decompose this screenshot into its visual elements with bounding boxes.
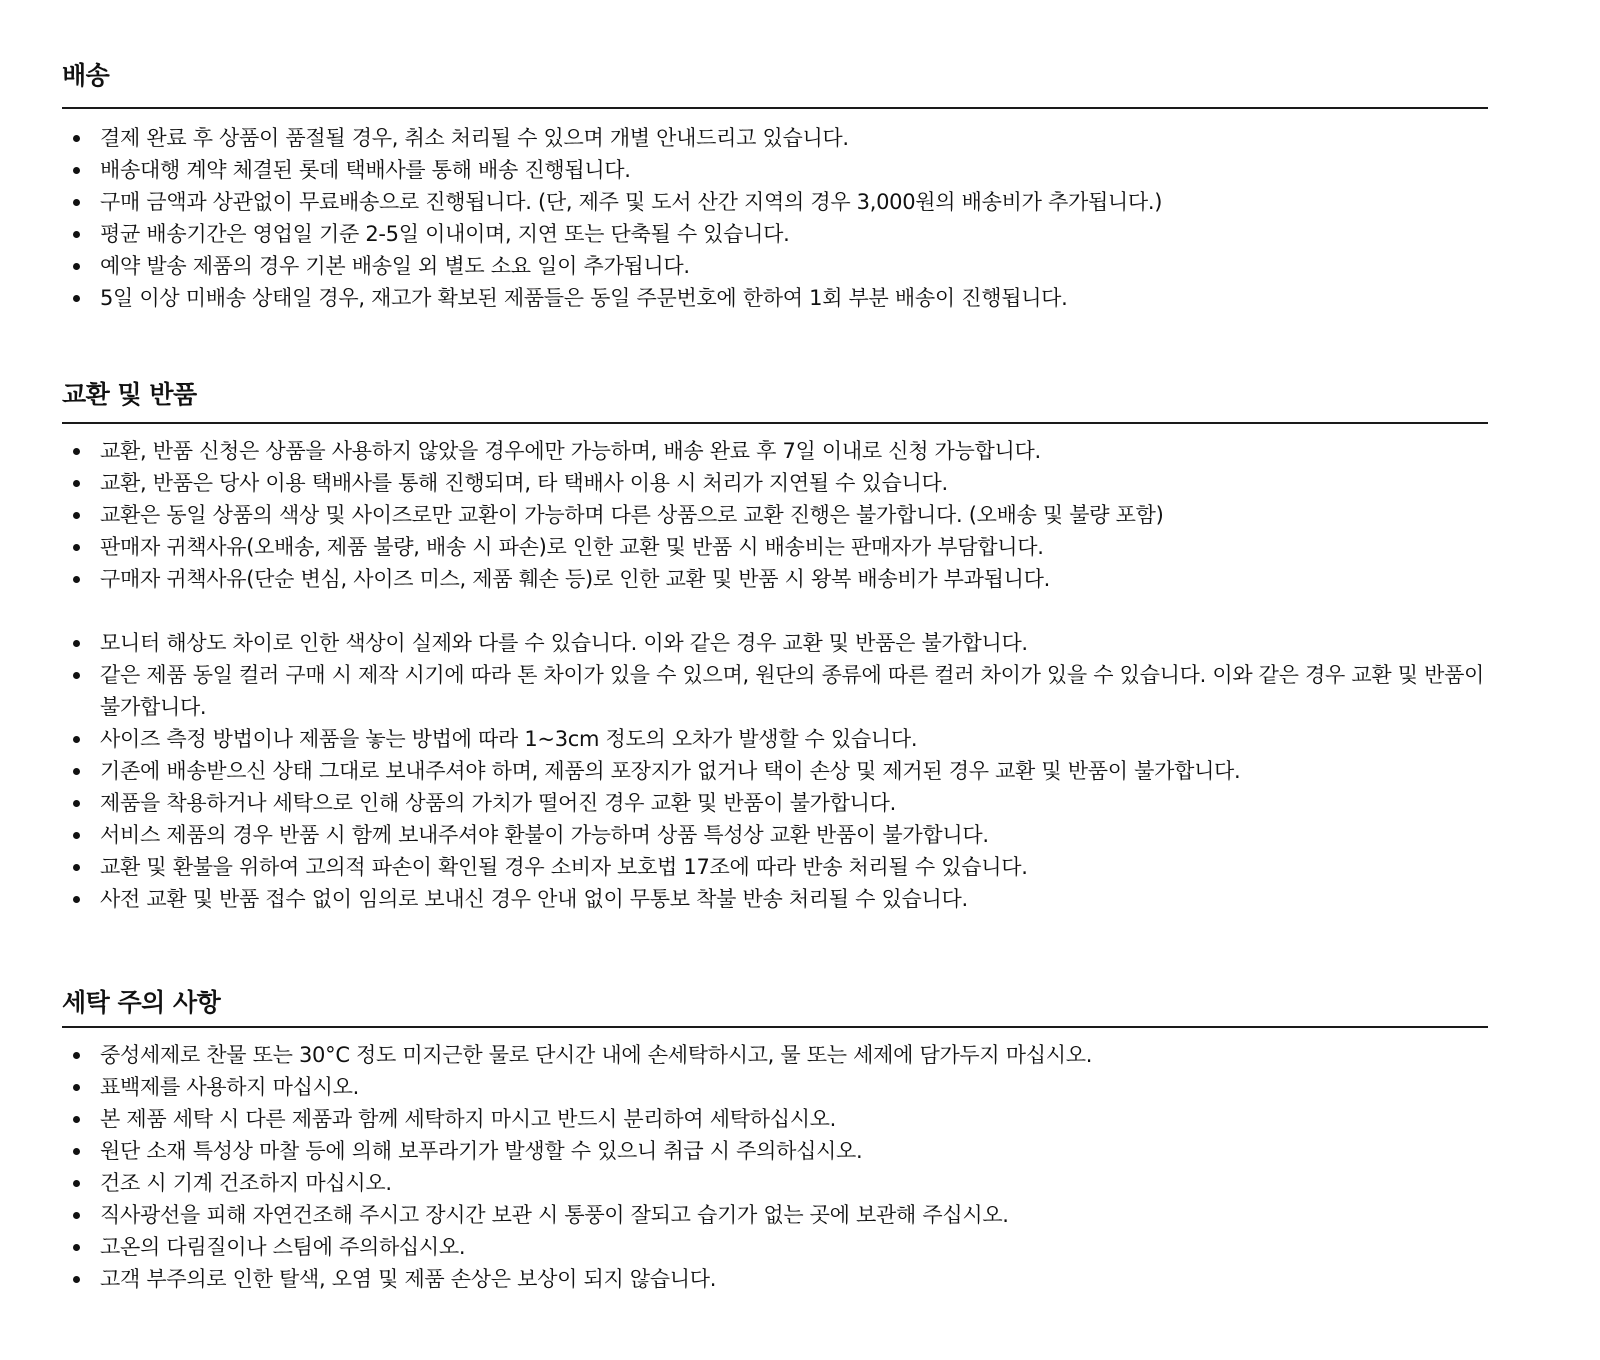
section-divider <box>62 1026 1488 1028</box>
list-item <box>62 122 1488 154</box>
list-item-text: 판매자 귀책사유(오배송, 제품 불량, 배송 시 파손)로 인한 교환 및 반품 시 배송비는 판매자가 부담합니다. <box>100 535 1044 559</box>
list-item <box>62 1135 1488 1167</box>
list-item <box>62 499 1488 531</box>
list-item <box>62 723 1488 755</box>
bullet-icon <box>73 1212 80 1219</box>
list-item <box>62 627 1488 659</box>
list-item <box>62 154 1488 186</box>
list-item-text: 사전 교환 및 반품 접수 없이 임의로 보내신 경우 안내 없이 무통보 착불 반송 처리될 수 있습니다. <box>100 887 968 911</box>
bullet-icon <box>73 263 80 270</box>
list-item-text: 결제 완료 후 상품이 품절될 경우, 취소 처리될 수 있으며 개별 안내드리고 있습니다. <box>100 126 849 150</box>
list-item-text: 교환, 반품 신청은 상품을 사용하지 않았을 경우에만 가능하며, 배송 완료 후 7일 이내로 신청 가능합니다. <box>100 439 1041 463</box>
bullet-icon <box>73 576 80 583</box>
list-item <box>62 435 1488 467</box>
list-item <box>62 851 1488 883</box>
list-item-text: 5일 이상 미배송 상태일 경우, 재고가 확보된 제품들은 동일 주문번호에 한하여 1회 부분 배송이 진행됩니다. <box>100 286 1068 310</box>
list-item-text: 교환, 반품은 당사 이용 택배사를 통해 진행되며, 타 택배사 이용 시 처리가 지연될 수 있습니다. <box>100 471 948 495</box>
list-item <box>62 467 1488 499</box>
bullet-icon <box>73 1116 80 1123</box>
bullet-icon <box>73 1148 80 1155</box>
list-item <box>62 563 1488 595</box>
list-item-text: 모니터 해상도 차이로 인한 색상이 실제와 다를 수 있습니다. 이와 같은 경우 교환 및 반품은 불가합니다. <box>100 631 1028 655</box>
list-item-text: 본 제품 세탁 시 다른 제품과 함께 세탁하지 마시고 반드시 분리하여 세탁하십시오. <box>100 1107 837 1131</box>
section-divider <box>62 422 1488 424</box>
bullet-icon <box>73 199 80 206</box>
bullet-icon <box>73 640 80 647</box>
exchange-section <box>62 378 1488 915</box>
laundry-list <box>62 1039 1488 1295</box>
list-item-text: 배송대행 계약 체결된 롯데 택배사를 통해 배송 진행됩니다. <box>100 158 631 182</box>
bullet-icon <box>73 1052 80 1059</box>
list-item <box>62 1231 1488 1263</box>
section-divider <box>62 107 1488 109</box>
shipping-list <box>62 122 1488 314</box>
bullet-icon <box>73 295 80 302</box>
bullet-icon <box>73 448 80 455</box>
list-item <box>62 787 1488 819</box>
list-item <box>62 819 1488 851</box>
list-item <box>62 282 1488 314</box>
list-item <box>62 186 1488 218</box>
laundry-section <box>62 986 1488 1295</box>
bullet-icon <box>73 1244 80 1251</box>
list-item <box>62 531 1488 563</box>
bullet-icon <box>73 167 80 174</box>
exchange-title: 교환 및 반품 <box>62 380 197 409</box>
list-item-text: 건조 시 기계 건조하지 마십시오. <box>100 1171 392 1195</box>
shipping-title: 배송 <box>62 61 110 90</box>
list-item <box>62 1167 1488 1199</box>
list-item <box>62 1103 1488 1135</box>
laundry-title: 세탁 주의 사항 <box>62 988 221 1017</box>
list-item <box>62 1263 1488 1295</box>
list-item <box>62 883 1488 915</box>
bullet-icon <box>73 1180 80 1187</box>
list-item <box>62 1039 1488 1071</box>
bullet-icon <box>73 480 80 487</box>
bullet-icon <box>73 135 80 142</box>
list-item-text: 직사광선을 피해 자연건조해 주시고 장시간 보관 시 통풍이 잘되고 습기가 없는 곳에 보관해 주십시오. <box>100 1203 1009 1227</box>
bullet-icon <box>73 800 80 807</box>
bullet-icon <box>73 864 80 871</box>
list-item-text: 기존에 배송받으신 상태 그대로 보내주셔야 하며, 제품의 포장지가 없거나 택이 손상 및 제거된 경우 교환 및 반품이 불가합니다. <box>100 759 1241 783</box>
list-item <box>62 755 1488 787</box>
bullet-icon <box>73 672 80 679</box>
bullet-icon <box>73 768 80 775</box>
bullet-icon <box>73 512 80 519</box>
exchange-notice-list <box>62 627 1488 915</box>
list-item <box>62 250 1488 282</box>
list-item <box>62 1199 1488 1231</box>
list-item-text: 중성세제로 찬물 또는 30°C 정도 미지근한 물로 단시간 내에 손세탁하시고, 물 또는 세제에 담가두지 마십시오. <box>100 1043 1093 1067</box>
shipping-section <box>62 59 1488 314</box>
list-item-text: 교환 및 환불을 위하여 고의적 파손이 확인될 경우 소비자 보호법 17조에 따라 반송 처리될 수 있습니다. <box>100 855 1028 879</box>
list-item-text: 예약 발송 제품의 경우 기본 배송일 외 별도 소요 일이 추가됩니다. <box>100 254 690 278</box>
bullet-icon <box>73 1084 80 1091</box>
list-item <box>62 659 1488 723</box>
list-item-text: 고온의 다림질이나 스팀에 주의하십시오. <box>100 1235 466 1259</box>
list-item-text: 서비스 제품의 경우 반품 시 함께 보내주셔야 환불이 가능하며 상품 특성상 교환 반품이 불가합니다. <box>100 823 989 847</box>
bullet-icon <box>73 896 80 903</box>
list-item <box>62 218 1488 250</box>
bullet-icon <box>73 736 80 743</box>
list-item-text: 사이즈 측정 방법이나 제품을 놓는 방법에 따라 1~3cm 정도의 오차가 발생할 수 있습니다. <box>100 727 918 751</box>
bullet-icon <box>73 1276 80 1283</box>
list-item-text: 구매자 귀책사유(단순 변심, 사이즈 미스, 제품 훼손 등)로 인한 교환 및 반품 시 왕복 배송비가 부과됩니다. <box>100 567 1050 591</box>
list-item-text: 같은 제품 동일 컬러 구매 시 제작 시기에 따라 톤 차이가 있을 수 있으며, 원단의 종류에 따른 컬러 차이가 있을 수 있습니다. 이와 같은 경우 교환 및 반품이 불가합니다. <box>100 663 1485 719</box>
list-item-text: 고객 부주의로 인한 탈색, 오염 및 제품 손상은 보상이 되지 않습니다. <box>100 1267 717 1291</box>
bullet-icon <box>73 231 80 238</box>
list-item <box>62 1071 1488 1103</box>
list-item-text: 원단 소재 특성상 마찰 등에 의해 보푸라기가 발생할 수 있으니 취급 시 주의하십시오. <box>100 1139 863 1163</box>
list-item-text: 표백제를 사용하지 마십시오. <box>100 1075 359 1099</box>
list-item-text: 제품을 착용하거나 세탁으로 인해 상품의 가치가 떨어진 경우 교환 및 반품이 불가합니다. <box>100 791 896 815</box>
exchange-policy-list <box>62 435 1488 595</box>
list-item-text: 구매 금액과 상관없이 무료배송으로 진행됩니다. (단, 제주 및 도서 산간 지역의 경우 3,000원의 배송비가 추가됩니다.) <box>100 190 1163 214</box>
bullet-icon <box>73 544 80 551</box>
list-item-text: 평균 배송기간은 영업일 기준 2-5일 이내이며, 지연 또는 단축될 수 있습니다. <box>100 222 790 246</box>
bullet-icon <box>73 832 80 839</box>
list-item-text: 교환은 동일 상품의 색상 및 사이즈로만 교환이 가능하며 다른 상품으로 교환 진행은 불가합니다. (오배송 및 불량 포함) <box>100 503 1164 527</box>
